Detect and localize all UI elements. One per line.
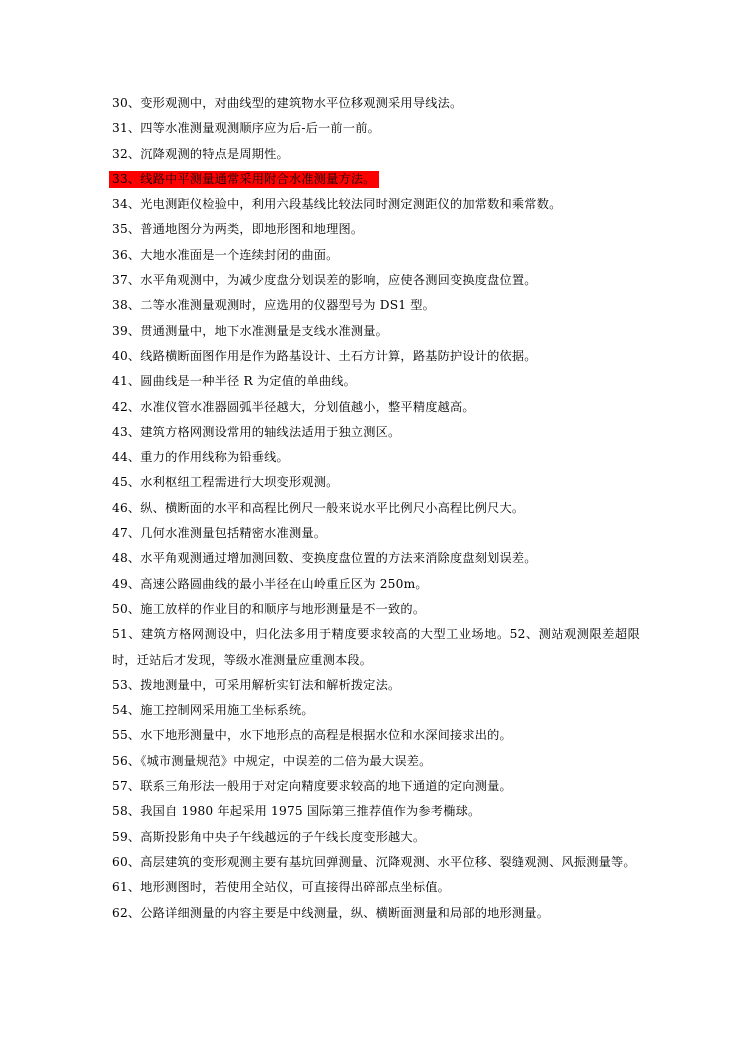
list-item: 42、水准仪管水准器圆弧半径越大，分划值越小，整平精度越高。 [112,399,475,414]
list-item: 43、建筑方格网测设常用的轴线法适用于独立测区。 [112,424,401,439]
list-item: 44、重力的作用线称为铅垂线。 [112,450,289,465]
list-item: 57、联系三角形法一般用于对定向精度要求较高的地下通道的定向测量。 [112,779,512,794]
list-item: 35、普通地图分为两类，即地形图和地理图。 [112,222,364,237]
list-item: 62、公路详细测量的内容主要是中线测量，纵、横断面测量和局部的地形测量。 [112,905,550,920]
list-item: 59、高斯投影角中央子午线越远的子午线长度变形越大。 [112,829,426,844]
list-item: 53、拨地测量中，可采用解析实钉法和解析拨定法。 [112,677,401,692]
list-item: 50、施工放样的作业目的和顺序与地形测量是不一致的。 [112,601,426,616]
list-item: 46、纵、横断面的水平和高程比例尺一般来说水平比例尺小高程比例尺大。 [112,500,525,515]
list-item: 56、《城市测量规范》中规定，中误差的二倍为最大误差。 [112,753,432,768]
list-item: 54、施工控制网采用施工坐标系统。 [112,703,314,718]
list-item: 60、高层建筑的变形观测主要有基坑回弹测量、沉降观测、水平位移、裂缝观测、风振测量等。 [112,854,636,869]
list-item: 51、建筑方格网测设中，归化法多用于精度要求较高的大型工业场地。52、测站观测限差超限时，迁站后才发现，等级水准测量应重测本段。 [112,627,640,667]
list-item: 38、二等水准测量观测时，应选用的仪器型号为 DS1 型。 [112,298,436,313]
list-item: 32、沉降观测的特点是周期性。 [112,146,289,161]
list-item: 47、几何水准测量包括精密水准测量。 [112,526,327,541]
list-item: 48、水平角观测通过增加测回数、变换度盘位置的方法来消除度盘刻划误差。 [112,551,537,566]
list-item: 45、水利枢纽工程需进行大坝变形观测。 [112,475,339,490]
highlighted-text: 33、线路中平测量通常采用附合水准测量方法。 [109,171,379,188]
list-item: 55、水下地形测量中，水下地形点的高程是根据水位和水深间接求出的。 [112,728,512,743]
list-item: 61、地形测图时，若使用全站仪，可直接得出碎部点坐标值。 [112,880,450,895]
list-item: 49、高速公路圆曲线的最小半径在山岭重丘区为 250m。 [112,576,428,591]
list-item: 34、光电测距仪检验中，利用六段基线比较法同时测定测距仪的加常数和乘常数。 [112,197,562,212]
list-item: 41、圆曲线是一种半径 R 为定值的单曲线。 [112,374,357,389]
list-item: 30、变形观测中，对曲线型的建筑物水平位移观测采用导线法。 [112,96,463,110]
highlighted-list-item [112,167,640,192]
list-item: 37、水平角观测中，为减少度盘分划误差的影响，应使各测回变换度盘位置。 [112,273,537,288]
list-item: 39、贯通测量中，地下水准测量是支线水准测量。 [112,323,389,338]
list-item: 58、我国自 1980 年起采用 1975 国际第三推荐值作为参考椭球。 [112,804,481,819]
question-list [112,91,640,926]
list-item: 40、线路横断面图作用是作为路基设计、土石方计算，路基防护设计的依据。 [112,348,537,363]
list-item: 31、四等水准测量观测顺序应为后-后一前一前。 [112,121,380,136]
list-item: 36、大地水准面是一个连续封闭的曲面。 [112,247,339,262]
